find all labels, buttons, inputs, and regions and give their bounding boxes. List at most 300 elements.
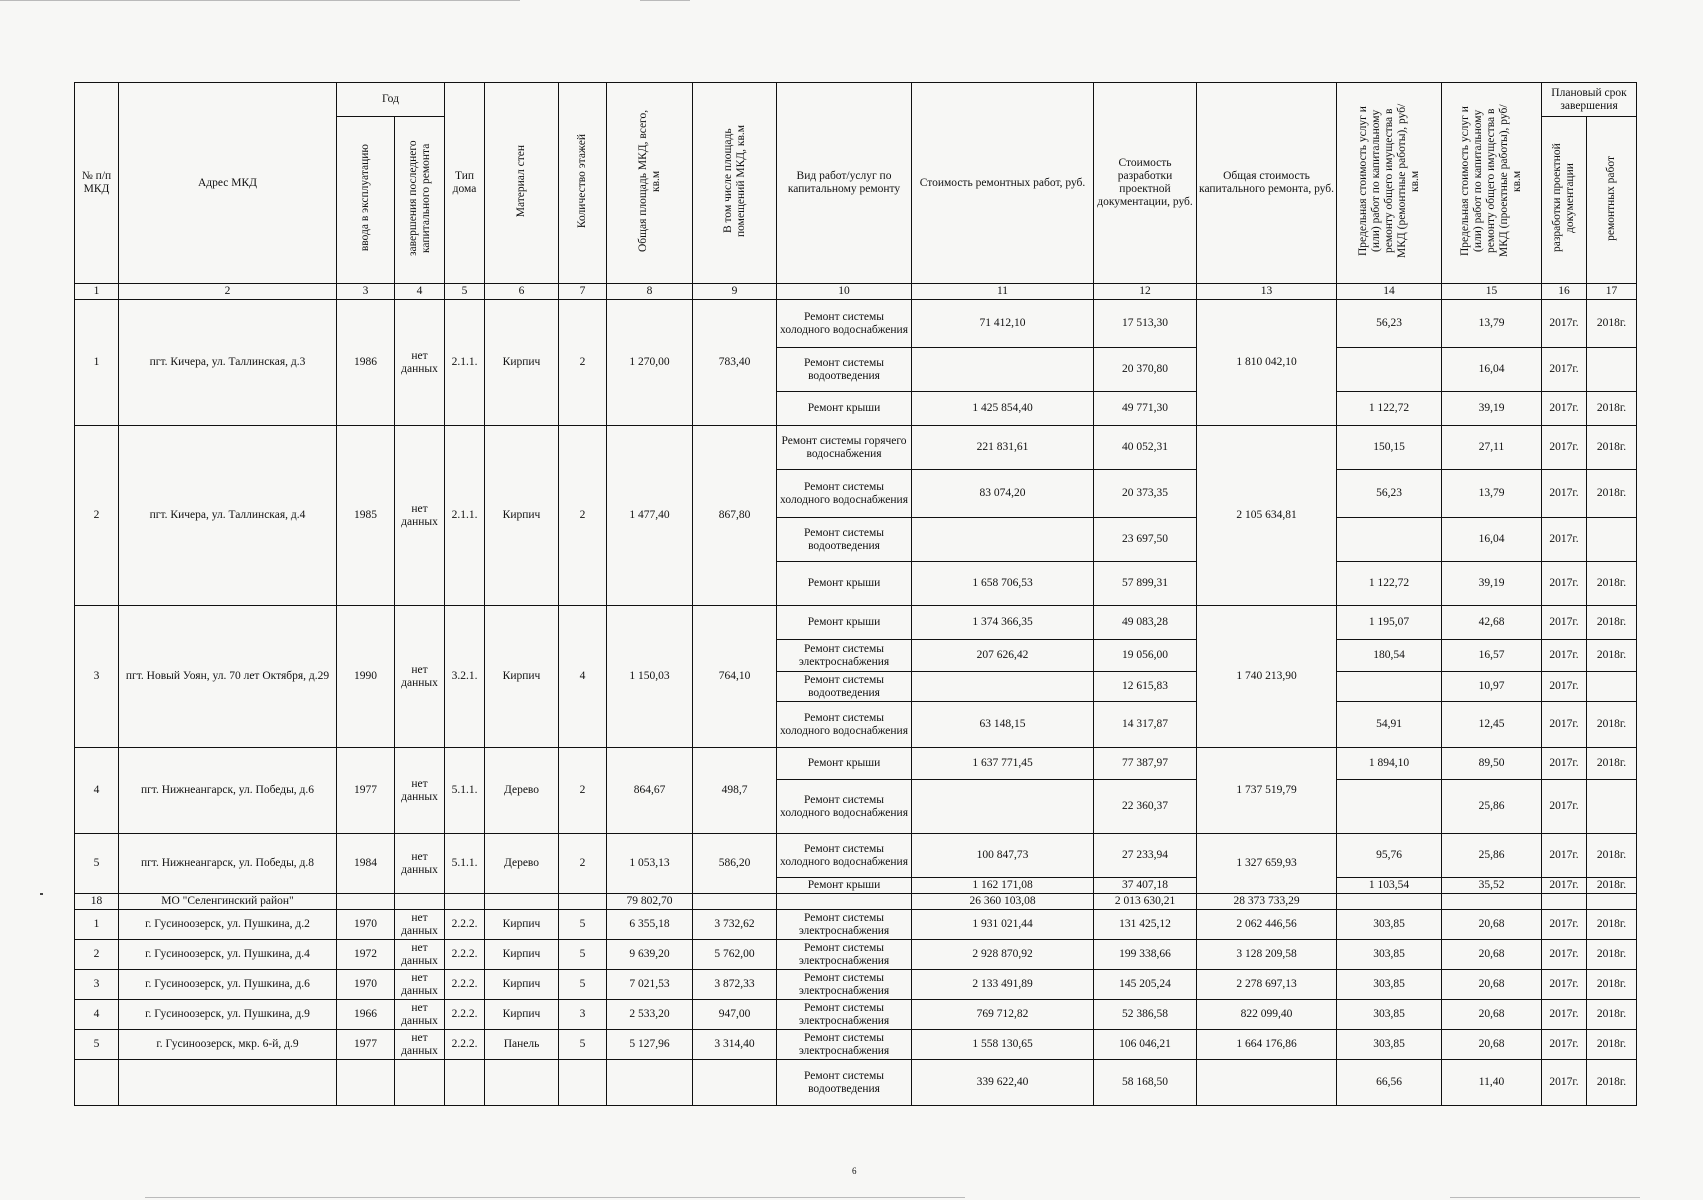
wall-material: Кирпич bbox=[485, 606, 559, 748]
work-type: Ремонт системы холодного водоснабжения bbox=[777, 300, 912, 348]
repair-cost: 2 133 491,89 bbox=[912, 970, 1094, 1000]
header-deadline-design bbox=[1542, 117, 1587, 284]
premises-area: 764,10 bbox=[693, 606, 777, 748]
work-type: Ремонт крыши bbox=[777, 562, 912, 606]
work-type: Ремонт системы электроснабжения bbox=[777, 940, 912, 970]
scan-artifact bbox=[640, 0, 690, 1]
header-floors bbox=[559, 83, 607, 284]
empty-cell bbox=[119, 1060, 337, 1106]
design-cost: 77 387,97 bbox=[1094, 748, 1197, 780]
deadline-repair: 2018г. bbox=[1587, 392, 1637, 426]
limit-design: 25,86 bbox=[1442, 834, 1542, 878]
limit-design: 27,11 bbox=[1442, 426, 1542, 470]
floors-count: 2 bbox=[559, 748, 607, 834]
year-built: 1970 bbox=[337, 910, 395, 940]
design-cost: 19 056,00 bbox=[1094, 640, 1197, 672]
column-number: 16 bbox=[1542, 284, 1587, 300]
floors-count: 2 bbox=[559, 426, 607, 606]
district-cell: 2 013 630,21 bbox=[1094, 894, 1197, 910]
house-type: 2.1.1. bbox=[445, 426, 485, 606]
limit-design: 16,57 bbox=[1442, 640, 1542, 672]
year-last-repair: нет данных bbox=[395, 606, 445, 748]
district-cell: 26 360 103,08 bbox=[912, 894, 1094, 910]
scan-artifact bbox=[0, 0, 520, 1]
deadline-repair bbox=[1587, 780, 1637, 834]
deadline-repair: 2018г. bbox=[1587, 910, 1637, 940]
work-type: Ремонт системы электроснабжения bbox=[777, 970, 912, 1000]
column-number: 14 bbox=[1337, 284, 1442, 300]
year-built: 1990 bbox=[337, 606, 395, 748]
header-address: Адрес МКД bbox=[119, 83, 337, 284]
capital-repair-table bbox=[74, 82, 1637, 1106]
table-row bbox=[75, 970, 1637, 1000]
header-year-group: Год bbox=[337, 83, 445, 117]
house-number: 1 bbox=[75, 300, 119, 426]
repair-cost: 63 148,15 bbox=[912, 702, 1094, 748]
district-cell: 18 bbox=[75, 894, 119, 910]
header-floors-text: Количество этажей bbox=[576, 133, 589, 229]
header-wall-material-text: Материал стен bbox=[515, 144, 528, 218]
limit-repair: 303,85 bbox=[1337, 970, 1442, 1000]
work-type: Ремонт системы холодного водоснабжения bbox=[777, 780, 912, 834]
deadline-repair: 2018г. bbox=[1587, 940, 1637, 970]
total-area: 6 355,18 bbox=[607, 910, 693, 940]
district-total-row bbox=[75, 894, 1637, 910]
design-cost: 27 233,94 bbox=[1094, 834, 1197, 878]
work-type: Ремонт системы электроснабжения bbox=[777, 910, 912, 940]
deadline-design: 2017г. bbox=[1542, 940, 1587, 970]
design-cost: 49 771,30 bbox=[1094, 392, 1197, 426]
table-row bbox=[75, 748, 1637, 780]
year-built: 1972 bbox=[337, 940, 395, 970]
column-number: 6 bbox=[485, 284, 559, 300]
limit-repair: 303,85 bbox=[1337, 940, 1442, 970]
work-type: Ремонт системы холодного водоснабжения bbox=[777, 834, 912, 878]
house-type: 5.1.1. bbox=[445, 748, 485, 834]
wall-material: Кирпич bbox=[485, 910, 559, 940]
district-cell: 28 373 733,29 bbox=[1197, 894, 1337, 910]
limit-design: 12,45 bbox=[1442, 702, 1542, 748]
house-address: пгт. Нижнеангарск, ул. Победы, д.8 bbox=[119, 834, 337, 894]
limit-design: 13,79 bbox=[1442, 470, 1542, 518]
column-number: 1 bbox=[75, 284, 119, 300]
limit-repair: 54,91 bbox=[1337, 702, 1442, 748]
limit-design: 20,68 bbox=[1442, 940, 1542, 970]
deadline-design: 2017г. bbox=[1542, 910, 1587, 940]
district-cell bbox=[777, 894, 912, 910]
header-total-area bbox=[607, 83, 693, 284]
repair-cost: 71 412,10 bbox=[912, 300, 1094, 348]
year-last-repair: нет данных bbox=[395, 970, 445, 1000]
empty-cell bbox=[445, 1060, 485, 1106]
limit-repair bbox=[1337, 672, 1442, 702]
design-cost: 199 338,66 bbox=[1094, 940, 1197, 970]
table-row bbox=[75, 606, 1637, 640]
deadline-repair: 2018г. bbox=[1587, 562, 1637, 606]
year-built: 1970 bbox=[337, 970, 395, 1000]
empty-cell bbox=[607, 1060, 693, 1106]
deadline-repair: 2018г. bbox=[1587, 300, 1637, 348]
premises-area: 498,7 bbox=[693, 748, 777, 834]
table-row bbox=[75, 834, 1637, 878]
total-area: 1 150,03 bbox=[607, 606, 693, 748]
floors-count: 2 bbox=[559, 834, 607, 894]
header-design-cost: Стоимость разработки проектной документации, руб. bbox=[1094, 83, 1197, 284]
limit-design: 11,40 bbox=[1442, 1060, 1542, 1106]
year-last-repair: нет данных bbox=[395, 940, 445, 970]
repair-cost: 2 928 870,92 bbox=[912, 940, 1094, 970]
table-row bbox=[75, 1060, 1637, 1106]
design-cost: 12 615,83 bbox=[1094, 672, 1197, 702]
scan-artifact bbox=[145, 1197, 965, 1198]
total-area: 864,67 bbox=[607, 748, 693, 834]
deadline-design: 2017г. bbox=[1542, 606, 1587, 640]
repair-cost: 1 931 021,44 bbox=[912, 910, 1094, 940]
limit-design: 25,86 bbox=[1442, 780, 1542, 834]
year-last-repair: нет данных bbox=[395, 834, 445, 894]
design-cost: 20 370,80 bbox=[1094, 348, 1197, 392]
deadline-design: 2017г. bbox=[1542, 1060, 1587, 1106]
design-cost: 57 899,31 bbox=[1094, 562, 1197, 606]
header-num: № п/п МКД bbox=[75, 83, 119, 284]
year-last-repair: нет данных bbox=[395, 300, 445, 426]
district-cell bbox=[485, 894, 559, 910]
header-limit-design bbox=[1442, 83, 1542, 284]
limit-design: 16,04 bbox=[1442, 348, 1542, 392]
total-cost: 1 740 213,90 bbox=[1197, 606, 1337, 748]
repair-cost: 769 712,82 bbox=[912, 1000, 1094, 1030]
header-limit-repair bbox=[1337, 83, 1442, 284]
design-cost: 58 168,50 bbox=[1094, 1060, 1197, 1106]
header-year-repair bbox=[395, 117, 445, 284]
total-area: 1 053,13 bbox=[607, 834, 693, 894]
repair-cost: 1 658 706,53 bbox=[912, 562, 1094, 606]
limit-repair: 303,85 bbox=[1337, 1030, 1442, 1060]
premises-area: 783,40 bbox=[693, 300, 777, 426]
limit-repair: 1 195,07 bbox=[1337, 606, 1442, 640]
house-type: 2.2.2. bbox=[445, 970, 485, 1000]
deadline-design: 2017г. bbox=[1542, 878, 1587, 894]
wall-material: Кирпич bbox=[485, 300, 559, 426]
limit-repair bbox=[1337, 518, 1442, 562]
year-built: 1966 bbox=[337, 1000, 395, 1030]
empty-cell bbox=[485, 1060, 559, 1106]
year-last-repair: нет данных bbox=[395, 748, 445, 834]
premises-area: 3 314,40 bbox=[693, 1030, 777, 1060]
house-type: 2.1.1. bbox=[445, 300, 485, 426]
design-cost: 49 083,28 bbox=[1094, 606, 1197, 640]
deadline-repair: 2018г. bbox=[1587, 878, 1637, 894]
repair-cost: 83 074,20 bbox=[912, 470, 1094, 518]
district-cell bbox=[693, 894, 777, 910]
limit-repair: 56,23 bbox=[1337, 300, 1442, 348]
deadline-repair: 2018г. bbox=[1587, 702, 1637, 748]
work-type: Ремонт системы электроснабжения bbox=[777, 1030, 912, 1060]
floors-count: 5 bbox=[559, 1030, 607, 1060]
limit-design: 39,19 bbox=[1442, 392, 1542, 426]
design-cost: 40 052,31 bbox=[1094, 426, 1197, 470]
deadline-design: 2017г. bbox=[1542, 748, 1587, 780]
limit-design: 20,68 bbox=[1442, 970, 1542, 1000]
deadline-design: 2017г. bbox=[1542, 1030, 1587, 1060]
deadline-repair bbox=[1587, 672, 1637, 702]
limit-repair: 303,85 bbox=[1337, 1000, 1442, 1030]
deadline-repair: 2018г. bbox=[1587, 640, 1637, 672]
deadline-design: 2017г. bbox=[1542, 562, 1587, 606]
total-cost: 2 105 634,81 bbox=[1197, 426, 1337, 606]
deadline-design: 2017г. bbox=[1542, 672, 1587, 702]
wall-material: Дерево bbox=[485, 834, 559, 894]
repair-cost bbox=[912, 780, 1094, 834]
deadline-design: 2017г. bbox=[1542, 834, 1587, 878]
year-last-repair: нет данных bbox=[395, 1000, 445, 1030]
repair-cost: 1 425 854,40 bbox=[912, 392, 1094, 426]
total-area: 7 021,53 bbox=[607, 970, 693, 1000]
house-type: 5.1.1. bbox=[445, 834, 485, 894]
limit-design: 39,19 bbox=[1442, 562, 1542, 606]
column-number: 5 bbox=[445, 284, 485, 300]
district-cell bbox=[337, 894, 395, 910]
limit-repair: 150,15 bbox=[1337, 426, 1442, 470]
limit-design: 16,04 bbox=[1442, 518, 1542, 562]
header-deadline-repair bbox=[1587, 117, 1637, 284]
repair-cost: 1 162 171,08 bbox=[912, 878, 1094, 894]
design-cost: 145 205,24 bbox=[1094, 970, 1197, 1000]
header-repair-cost: Стоимость ремонтных работ, руб. bbox=[912, 83, 1094, 284]
house-address: пгт. Кичера, ул. Таллинская, д.4 bbox=[119, 426, 337, 606]
limit-design: 20,68 bbox=[1442, 1000, 1542, 1030]
limit-repair: 180,54 bbox=[1337, 640, 1442, 672]
floors-count: 3 bbox=[559, 1000, 607, 1030]
column-number: 15 bbox=[1442, 284, 1542, 300]
house-address: г. Гусиноозерск, ул. Пушкина, д.2 bbox=[119, 910, 337, 940]
header-deadline-repair-text: ремонтных работ bbox=[1605, 155, 1618, 241]
premises-area: 3 872,33 bbox=[693, 970, 777, 1000]
work-type: Ремонт крыши bbox=[777, 748, 912, 780]
limit-design: 35,52 bbox=[1442, 878, 1542, 894]
house-address: пгт. Новый Уоян, ул. 70 лет Октября, д.29 bbox=[119, 606, 337, 748]
house-address: г. Гусиноозерск, ул. Пушкина, д.4 bbox=[119, 940, 337, 970]
repair-cost: 221 831,61 bbox=[912, 426, 1094, 470]
deadline-repair bbox=[1587, 518, 1637, 562]
house-type: 2.2.2. bbox=[445, 910, 485, 940]
table-row bbox=[75, 1000, 1637, 1030]
year-last-repair: нет данных bbox=[395, 426, 445, 606]
work-type: Ремонт крыши bbox=[777, 606, 912, 640]
house-type: 2.2.2. bbox=[445, 1030, 485, 1060]
column-number: 9 bbox=[693, 284, 777, 300]
house-type: 3.2.1. bbox=[445, 606, 485, 748]
limit-repair bbox=[1337, 348, 1442, 392]
deadline-design: 2017г. bbox=[1542, 300, 1587, 348]
total-area: 1 270,00 bbox=[607, 300, 693, 426]
empty-cell bbox=[693, 1060, 777, 1106]
design-cost: 14 317,87 bbox=[1094, 702, 1197, 748]
column-number: 13 bbox=[1197, 284, 1337, 300]
house-number: 5 bbox=[75, 1030, 119, 1060]
district-cell bbox=[395, 894, 445, 910]
district-cell bbox=[559, 894, 607, 910]
house-number: 2 bbox=[75, 940, 119, 970]
wall-material: Кирпич bbox=[485, 1000, 559, 1030]
limit-design: 42,68 bbox=[1442, 606, 1542, 640]
design-cost: 23 697,50 bbox=[1094, 518, 1197, 562]
column-number: 8 bbox=[607, 284, 693, 300]
district-cell bbox=[1337, 894, 1442, 910]
limit-repair: 1 894,10 bbox=[1337, 748, 1442, 780]
deadline-repair: 2018г. bbox=[1587, 1060, 1637, 1106]
column-number: 3 bbox=[337, 284, 395, 300]
header-year-built-text: ввода в эксплуатацию bbox=[359, 144, 371, 252]
year-last-repair: нет данных bbox=[395, 1030, 445, 1060]
repair-cost bbox=[912, 518, 1094, 562]
scan-artifact bbox=[1450, 1197, 1640, 1198]
repair-cost: 339 622,40 bbox=[912, 1060, 1094, 1106]
work-type: Ремонт системы водоотведения bbox=[777, 518, 912, 562]
header-work-type: Вид работ/услуг по капитальному ремонту bbox=[777, 83, 912, 284]
house-number: 5 bbox=[75, 834, 119, 894]
work-type: Ремонт системы водоотведения bbox=[777, 1060, 912, 1106]
column-number: 12 bbox=[1094, 284, 1197, 300]
district-cell bbox=[1587, 894, 1637, 910]
floors-count: 5 bbox=[559, 910, 607, 940]
work-type: Ремонт системы электроснабжения bbox=[777, 1000, 912, 1030]
work-type: Ремонт системы холодного водоснабжения bbox=[777, 702, 912, 748]
deadline-repair: 2018г. bbox=[1587, 970, 1637, 1000]
wall-material: Дерево bbox=[485, 748, 559, 834]
wall-material: Кирпич bbox=[485, 426, 559, 606]
district-cell bbox=[445, 894, 485, 910]
header-deadline-group: Плановый срок завершения bbox=[1542, 83, 1637, 117]
empty-cell bbox=[559, 1060, 607, 1106]
work-type: Ремонт системы водоотведения bbox=[777, 672, 912, 702]
deadline-design: 2017г. bbox=[1542, 426, 1587, 470]
deadline-repair: 2018г. bbox=[1587, 470, 1637, 518]
deadline-design: 2017г. bbox=[1542, 348, 1587, 392]
design-cost: 52 386,58 bbox=[1094, 1000, 1197, 1030]
header-house-type: Тип дома bbox=[445, 83, 485, 284]
limit-design: 13,79 bbox=[1442, 300, 1542, 348]
year-built: 1984 bbox=[337, 834, 395, 894]
house-type: 2.2.2. bbox=[445, 1000, 485, 1030]
repair-cost: 1 637 771,45 bbox=[912, 748, 1094, 780]
limit-repair: 95,76 bbox=[1337, 834, 1442, 878]
design-cost: 22 360,37 bbox=[1094, 780, 1197, 834]
house-number: 4 bbox=[75, 748, 119, 834]
year-built: 1985 bbox=[337, 426, 395, 606]
deadline-repair: 2018г. bbox=[1587, 748, 1637, 780]
work-type: Ремонт системы электроснабжения bbox=[777, 640, 912, 672]
deadline-repair: 2018г. bbox=[1587, 834, 1637, 878]
deadline-design: 2017г. bbox=[1542, 392, 1587, 426]
total-area: 5 127,96 bbox=[607, 1030, 693, 1060]
design-cost: 20 373,35 bbox=[1094, 470, 1197, 518]
table-row bbox=[75, 940, 1637, 970]
district-cell bbox=[1542, 894, 1587, 910]
year-built: 1977 bbox=[337, 1030, 395, 1060]
district-cell: МО "Селенгинский район" bbox=[119, 894, 337, 910]
district-cell: 79 802,70 bbox=[607, 894, 693, 910]
repair-cost bbox=[912, 348, 1094, 392]
year-built: 1977 bbox=[337, 748, 395, 834]
house-address: г. Гусиноозерск, ул. Пушкина, д.9 bbox=[119, 1000, 337, 1030]
repair-cost: 100 847,73 bbox=[912, 834, 1094, 878]
design-cost: 131 425,12 bbox=[1094, 910, 1197, 940]
total-cost: 1 327 659,93 bbox=[1197, 834, 1337, 894]
limit-repair: 1 122,72 bbox=[1337, 562, 1442, 606]
house-number: 3 bbox=[75, 606, 119, 748]
deadline-repair: 2018г. bbox=[1587, 426, 1637, 470]
house-address: г. Гусиноозерск, мкр. 6-й, д.9 bbox=[119, 1030, 337, 1060]
premises-area: 947,00 bbox=[693, 1000, 777, 1030]
limit-repair: 56,23 bbox=[1337, 470, 1442, 518]
total-area: 1 477,40 bbox=[607, 426, 693, 606]
work-type: Ремонт крыши bbox=[777, 392, 912, 426]
empty-cell bbox=[75, 1060, 119, 1106]
premises-area: 867,80 bbox=[693, 426, 777, 606]
deadline-repair: 2018г. bbox=[1587, 1030, 1637, 1060]
floors-count: 5 bbox=[559, 940, 607, 970]
limit-repair: 66,56 bbox=[1337, 1060, 1442, 1106]
column-number: 17 bbox=[1587, 284, 1637, 300]
house-address: г. Гусиноозерск, ул. Пушкина, д.6 bbox=[119, 970, 337, 1000]
table-row bbox=[75, 300, 1637, 348]
work-type: Ремонт крыши bbox=[777, 878, 912, 894]
header-limit-repair-text: Предельная стоимость услуг и (или) работ по капитальному ремонту общего имущества в МКД (ремонтные работы), руб/кв.м bbox=[1356, 103, 1421, 259]
wall-material: Кирпич bbox=[485, 970, 559, 1000]
floors-count: 4 bbox=[559, 606, 607, 748]
repair-cost: 1 558 130,65 bbox=[912, 1030, 1094, 1060]
header-deadline-design-text: разработки проектной документации bbox=[1551, 143, 1577, 253]
design-cost: 17 513,30 bbox=[1094, 300, 1197, 348]
total-cost: 1 810 042,10 bbox=[1197, 300, 1337, 426]
deadline-repair bbox=[1587, 348, 1637, 392]
deadline-design: 2017г. bbox=[1542, 702, 1587, 748]
year-built: 1986 bbox=[337, 300, 395, 426]
district-cell bbox=[1442, 894, 1542, 910]
total-cost bbox=[1197, 1060, 1337, 1106]
header-year-repair-text: завершения последнего капитального ремонта bbox=[406, 140, 432, 256]
work-type: Ремонт системы горячего водоснабжения bbox=[777, 426, 912, 470]
total-area: 9 639,20 bbox=[607, 940, 693, 970]
empty-cell bbox=[395, 1060, 445, 1106]
table-row bbox=[75, 910, 1637, 940]
premises-area: 5 762,00 bbox=[693, 940, 777, 970]
wall-material: Кирпич bbox=[485, 940, 559, 970]
total-cost: 3 128 209,58 bbox=[1197, 940, 1337, 970]
floors-count: 2 bbox=[559, 300, 607, 426]
header-total-area-text: Общая площадь МКД, всего, кв.м bbox=[636, 109, 662, 253]
header-total-cost: Общая стоимость капитального ремонта, руб. bbox=[1197, 83, 1337, 284]
table-row bbox=[75, 426, 1637, 470]
column-number: 7 bbox=[559, 284, 607, 300]
house-number: 1 bbox=[75, 910, 119, 940]
column-number: 4 bbox=[395, 284, 445, 300]
deadline-design: 2017г. bbox=[1542, 470, 1587, 518]
total-cost: 822 099,40 bbox=[1197, 1000, 1337, 1030]
premises-area: 586,20 bbox=[693, 834, 777, 894]
header-limit-design-text: Предельная стоимость услуг и (или) работ по капитальному ремонту общего имущества в МКД (проектные работы), руб/кв.м bbox=[1459, 104, 1524, 258]
limit-design: 89,50 bbox=[1442, 748, 1542, 780]
limit-repair: 1 122,72 bbox=[1337, 392, 1442, 426]
total-cost: 1 737 519,79 bbox=[1197, 748, 1337, 834]
repair-cost: 1 374 366,35 bbox=[912, 606, 1094, 640]
header-wall-material bbox=[485, 83, 559, 284]
house-address: пгт. Нижнеангарск, ул. Победы, д.6 bbox=[119, 748, 337, 834]
house-type: 2.2.2. bbox=[445, 940, 485, 970]
premises-area: 3 732,62 bbox=[693, 910, 777, 940]
limit-repair: 1 103,54 bbox=[1337, 878, 1442, 894]
